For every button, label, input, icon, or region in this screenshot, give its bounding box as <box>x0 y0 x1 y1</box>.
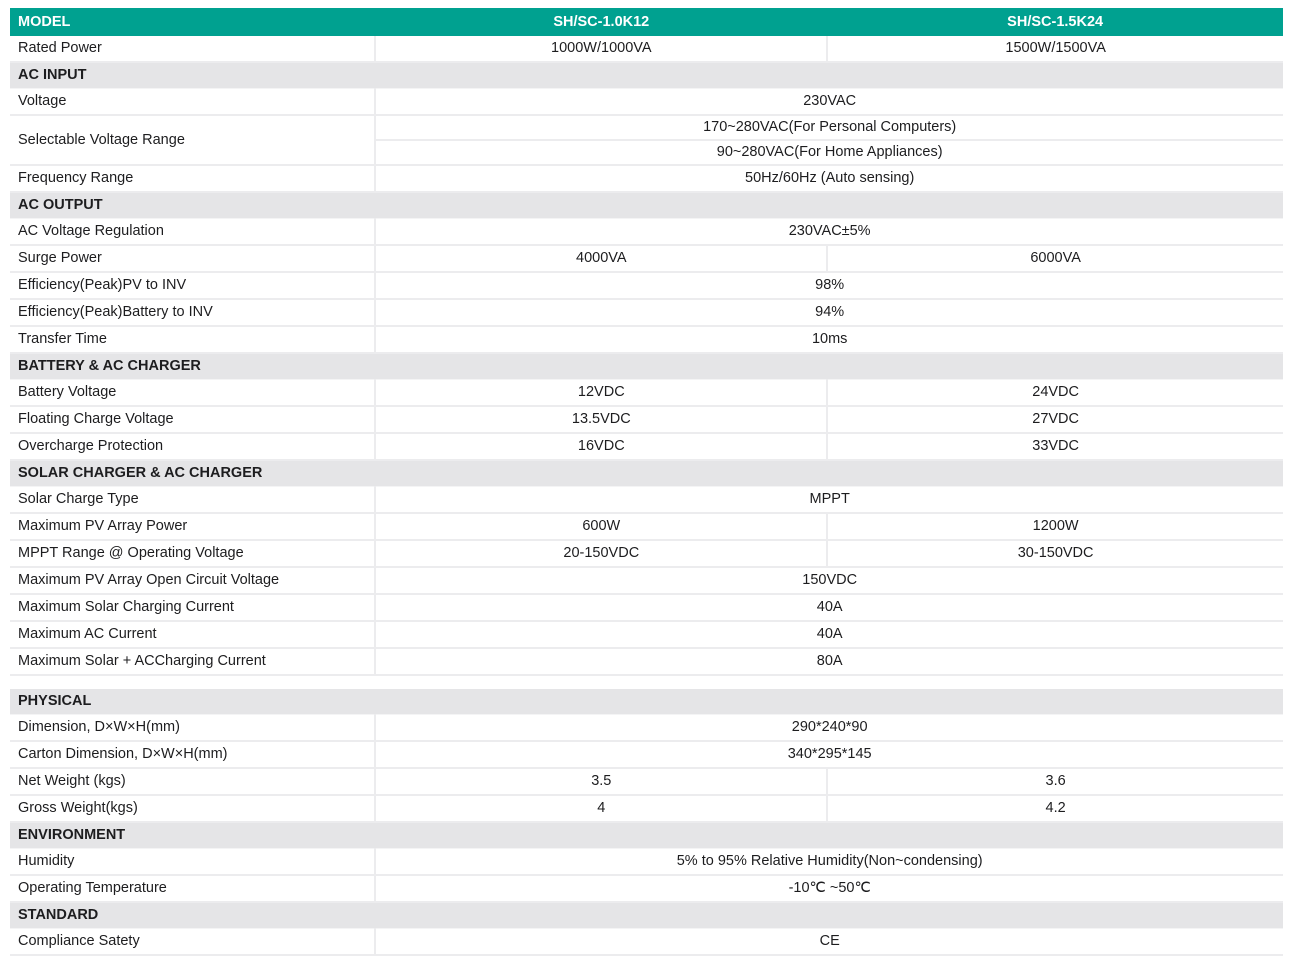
spec-value: MPPT <box>375 487 1283 514</box>
section-title: SOLAR CHARGER & AC CHARGER <box>10 460 1283 487</box>
row-ac-voltage-regulation <box>10 219 1283 246</box>
row-max-solar-charging-current <box>10 594 1283 621</box>
spec-label: Maximum PV Array Open Circuit Voltage <box>10 567 375 594</box>
row-max-solar-plus-ac-charging-current <box>10 648 1283 675</box>
spec-label: Maximum Solar Charging Current <box>10 594 375 621</box>
spec-label: Overcharge Protection <box>10 433 375 460</box>
spec-value: 80A <box>375 648 1283 675</box>
table-gap <box>10 676 1283 689</box>
spec-value-line1: 170~280VAC(For Personal Computers) <box>375 115 1283 140</box>
spec-label: Compliance Satety <box>10 929 375 956</box>
section-title: PHYSICAL <box>10 689 1283 715</box>
section-ac-output <box>10 192 1283 219</box>
spec-value: 40A <box>375 594 1283 621</box>
row-transfer-time <box>10 326 1283 353</box>
section-environment <box>10 822 1283 849</box>
section-title: BATTERY & AC CHARGER <box>10 353 1283 380</box>
spec-label: Net Weight (kgs) <box>10 768 375 795</box>
spec-label: Humidity <box>10 849 375 876</box>
spec-value-model1: 13.5VDC <box>375 406 827 433</box>
section-title: ENVIRONMENT <box>10 822 1283 849</box>
row-overcharge-protection <box>10 433 1283 460</box>
spec-label: Rated Power <box>10 36 375 62</box>
section-standard <box>10 902 1283 929</box>
section-solar-charger-ac-charger <box>10 460 1283 487</box>
spec-value-model1: 3.5 <box>375 768 827 795</box>
spec-value-model2: 30-150VDC <box>827 540 1283 567</box>
row-battery-voltage <box>10 380 1283 407</box>
row-rated-power <box>10 36 1283 62</box>
spec-value: 5% to 95% Relative Humidity(Non~condensing) <box>375 849 1283 876</box>
spec-label: Voltage <box>10 89 375 116</box>
model-name-2: SH/SC-1.5K24 <box>827 8 1283 36</box>
section-physical <box>10 689 1283 715</box>
row-floating-charge-voltage <box>10 406 1283 433</box>
spec-value: 10ms <box>375 326 1283 353</box>
spec-value: 230VAC <box>375 89 1283 116</box>
row-surge-power <box>10 245 1283 272</box>
spec-value-model1: 12VDC <box>375 380 827 407</box>
spec-label: Efficiency(Peak)Battery to INV <box>10 299 375 326</box>
spec-value: 94% <box>375 299 1283 326</box>
spec-label: Dimension, D×W×H(mm) <box>10 715 375 742</box>
section-title: AC INPUT <box>10 62 1283 89</box>
spec-value: 40A <box>375 621 1283 648</box>
spec-value-model1: 4000VA <box>375 245 827 272</box>
spec-value-model1: 1000W/1000VA <box>375 36 827 62</box>
row-max-ac-current <box>10 621 1283 648</box>
row-compliance-safety <box>10 929 1283 956</box>
spec-label: Solar Charge Type <box>10 487 375 514</box>
spec-label: Surge Power <box>10 245 375 272</box>
spec-value-model1: 16VDC <box>375 433 827 460</box>
row-voltage <box>10 89 1283 116</box>
spec-value-model1: 20-150VDC <box>375 540 827 567</box>
spec-value: 340*295*145 <box>375 741 1283 768</box>
spec-value-line2: 90~280VAC(For Home Appliances) <box>375 140 1283 165</box>
row-efficiency-battery-to-inv <box>10 299 1283 326</box>
spec-label: Battery Voltage <box>10 380 375 407</box>
row-frequency-range <box>10 165 1283 192</box>
spec-label: Maximum Solar + ACCharging Current <box>10 648 375 675</box>
spec-label: MPPT Range @ Operating Voltage <box>10 540 375 567</box>
spec-value-model2: 1200W <box>827 513 1283 540</box>
spec-label: Frequency Range <box>10 165 375 192</box>
spec-value-model1: 600W <box>375 513 827 540</box>
spec-table-main <box>10 8 1283 676</box>
spec-label: Efficiency(Peak)PV to INV <box>10 272 375 299</box>
row-dimension <box>10 715 1283 742</box>
spec-value-model2: 27VDC <box>827 406 1283 433</box>
model-header-label: MODEL <box>10 8 375 36</box>
spec-value: 50Hz/60Hz (Auto sensing) <box>375 165 1283 192</box>
row-net-weight <box>10 768 1283 795</box>
spec-label: Maximum PV Array Power <box>10 513 375 540</box>
section-title: STANDARD <box>10 902 1283 929</box>
spec-label: Transfer Time <box>10 326 375 353</box>
spec-label: Gross Weight(kgs) <box>10 795 375 822</box>
spec-label: Floating Charge Voltage <box>10 406 375 433</box>
spec-label: Operating Temperature <box>10 875 375 902</box>
spec-label: Carton Dimension, D×W×H(mm) <box>10 741 375 768</box>
row-gross-weight <box>10 795 1283 822</box>
spec-label: Selectable Voltage Range <box>10 115 375 165</box>
spec-value-model2: 33VDC <box>827 433 1283 460</box>
spec-value: 98% <box>375 272 1283 299</box>
row-solar-charge-type <box>10 487 1283 514</box>
spec-value-model2: 3.6 <box>827 768 1283 795</box>
spec-value: 290*240*90 <box>375 715 1283 742</box>
section-ac-input <box>10 62 1283 89</box>
section-battery-ac-charger <box>10 353 1283 380</box>
model-name-1: SH/SC-1.0K12 <box>375 8 827 36</box>
row-efficiency-pv-to-inv <box>10 272 1283 299</box>
spec-value-model1: 4 <box>375 795 827 822</box>
spec-value-model2: 1500W/1500VA <box>827 36 1283 62</box>
row-mppt-range <box>10 540 1283 567</box>
spec-value: 150VDC <box>375 567 1283 594</box>
row-carton-dimension <box>10 741 1283 768</box>
row-operating-temperature <box>10 875 1283 902</box>
row-selectable-voltage-range <box>10 115 1283 140</box>
spec-value: CE <box>375 929 1283 956</box>
spec-value: -10℃ ~50℃ <box>375 875 1283 902</box>
spec-value: 230VAC±5% <box>375 219 1283 246</box>
spec-value-model2: 24VDC <box>827 380 1283 407</box>
spec-label: AC Voltage Regulation <box>10 219 375 246</box>
row-max-pv-array-power <box>10 513 1283 540</box>
row-humidity <box>10 849 1283 876</box>
section-title: AC OUTPUT <box>10 192 1283 219</box>
row-max-pv-open-circuit-voltage <box>10 567 1283 594</box>
row-model-header <box>10 8 1283 36</box>
spec-label: Maximum AC Current <box>10 621 375 648</box>
spec-table-secondary <box>10 689 1283 956</box>
spec-value-model2: 6000VA <box>827 245 1283 272</box>
spec-value-model2: 4.2 <box>827 795 1283 822</box>
